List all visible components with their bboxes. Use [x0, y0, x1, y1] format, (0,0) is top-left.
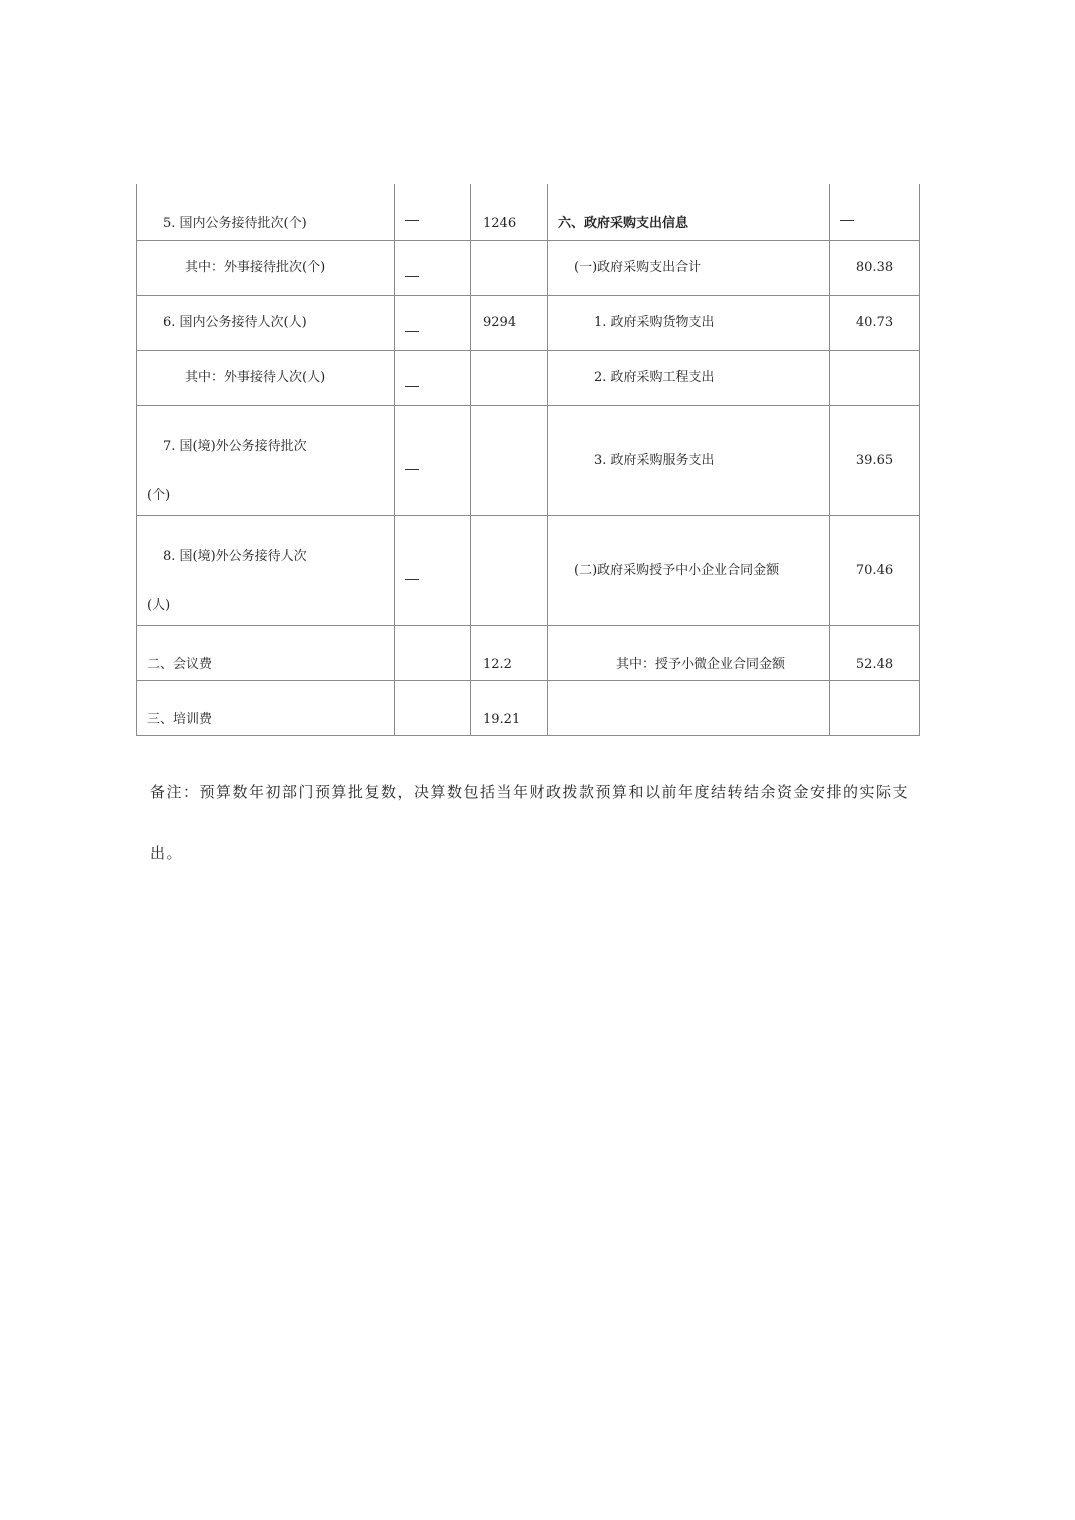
procurement-value: 52.48	[855, 657, 894, 672]
table-row	[137, 240, 920, 295]
dash-mark	[405, 386, 419, 387]
table-row	[137, 350, 920, 405]
actual-value: 12.2	[483, 657, 512, 672]
section-heading: 六、政府采购支出信息	[558, 216, 689, 232]
row-label-line2: (个)	[147, 487, 171, 503]
procurement-value-cell	[830, 184, 920, 240]
dash-mark	[405, 331, 419, 332]
row-label-line2: (人)	[147, 597, 171, 613]
dash-mark	[405, 220, 419, 221]
row-label: 其中：外事接待批次(个)	[185, 260, 326, 275]
procurement-label: 1. 政府采购货物支出	[594, 315, 715, 330]
dash-mark	[405, 469, 419, 470]
table-row	[137, 405, 920, 515]
procurement-label: (二)政府采购授予中小企业合同金额	[574, 562, 780, 578]
procurement-label-cell	[548, 184, 830, 240]
dash-mark	[405, 276, 419, 277]
row-label: 三、培训费	[147, 712, 213, 727]
row-label-line1: 7. 国(境)外公务接待批次	[163, 438, 307, 454]
procurement-value: 70.46	[855, 562, 894, 578]
actual-value: 9294	[483, 315, 517, 330]
dash-mark	[405, 579, 419, 580]
actual-value: 1246	[483, 216, 517, 232]
procurement-value: 39.65	[855, 452, 894, 468]
table-row	[137, 625, 920, 680]
procurement-label: 3. 政府采购服务支出	[594, 452, 715, 468]
actual-cell	[471, 184, 548, 240]
procurement-value: 40.73	[855, 315, 894, 330]
budget-cell	[395, 184, 471, 240]
table-row	[137, 295, 920, 350]
procurement-label: 其中：授予小微企业合同金额	[616, 657, 786, 672]
footnote: 备注：预算数年初部门预算批复数，决算数包括当年财政拨款预算和以前年度结转结余资金安排的实际支出。	[150, 783, 910, 862]
row-label-line1: 8. 国(境)外公务接待人次	[163, 548, 307, 564]
table-row	[137, 184, 920, 240]
row-label-cell	[137, 184, 395, 240]
dash-mark	[840, 220, 854, 221]
row-label: 6. 国内公务接待人次(人)	[163, 315, 307, 330]
table-row	[137, 515, 920, 625]
row-label: 二、会议费	[147, 657, 213, 672]
actual-value: 19.21	[483, 712, 521, 727]
procurement-value: 80.38	[855, 260, 894, 275]
table-row	[137, 680, 920, 735]
procurement-label: 2. 政府采购工程支出	[594, 370, 715, 385]
row-label: 其中：外事接待人次(人)	[185, 370, 326, 385]
budget-table	[136, 184, 920, 736]
procurement-label: (一)政府采购支出合计	[574, 260, 702, 275]
row-label: 5. 国内公务接待批次(个)	[163, 216, 307, 232]
